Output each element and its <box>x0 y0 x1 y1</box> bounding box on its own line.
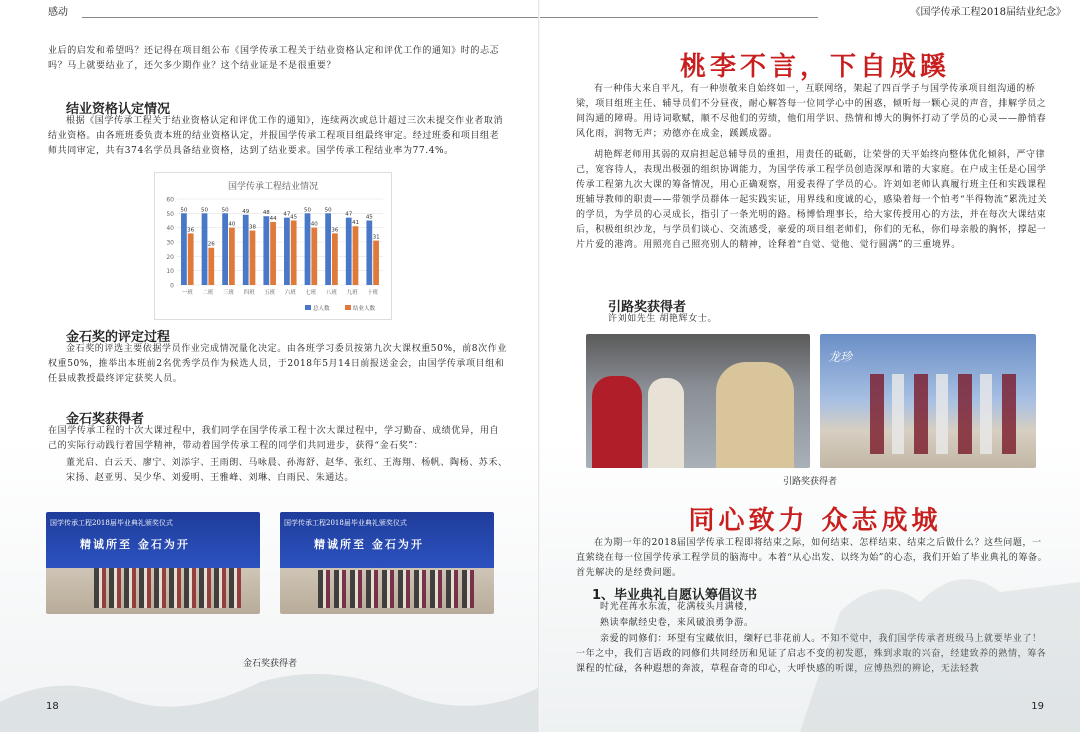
x-tick-label: 四班 <box>243 290 255 296</box>
x-tick-label: 六班 <box>284 290 296 296</box>
data-label: 48 <box>262 210 270 217</box>
right-header-tag: 《国学传承工程2018届结业纪念》 <box>910 7 1066 18</box>
chart-svg <box>155 173 391 319</box>
bar-total <box>243 215 249 285</box>
photo-caption-right: 引路奖获得者 <box>782 477 837 487</box>
photo-banner-text: 国学传承工程2018届毕业典礼颁奖仪式 <box>50 519 173 527</box>
section-heading-award-winners: 金石奖获得者 <box>66 412 145 427</box>
award-photo-2 <box>280 512 494 614</box>
bar-total <box>325 213 331 285</box>
data-label: 31 <box>372 234 380 241</box>
section-title-mentors: 桃李不言，下自成蹊 <box>679 52 950 82</box>
x-tick-label: 五班 <box>264 290 276 296</box>
bar-completed <box>353 226 359 285</box>
data-label: 47 <box>283 211 291 218</box>
award-process-paragraph: 金石奖的评选主要依据学员作业完成情况量化决定。由各班学习委员按第九次大课权重50%，前8次作业权重50%，推举出本班前2名优秀学员作为候选人员，于2018年5月14日前报送金会，由国学传承项目组和任县成教授最终评定获奖人员。 <box>48 344 507 384</box>
poem-line-2: 熟读奉献经史卷，来风破浪勇争游。 <box>600 618 754 628</box>
legend-label: 总人数 <box>313 306 330 312</box>
y-tick-label: 20 <box>166 253 174 261</box>
bar-completed <box>208 248 214 285</box>
data-label: 38 <box>248 224 256 231</box>
guide-award-names: 许刘如先生 胡艳辉女士。 <box>608 314 718 324</box>
left-running-header <box>0 4 540 22</box>
bar-total <box>366 221 372 286</box>
bar-completed <box>229 228 235 285</box>
x-tick-label: 一班 <box>181 290 193 296</box>
chart-legend <box>305 304 376 312</box>
left-header-tag: 感动 <box>48 7 68 18</box>
bar-total <box>181 213 187 285</box>
mentors-paragraph-1: 有一种伟大来自平凡，有一种崇敬来自始终如一，互联网络，架起了四百学子与国学传承项目组沟通的桥梁，项目组班主任、辅导员们不分昼夜，耐心解答每一位同学心中的困惑，倾听每一颗心灵的声音，排解学员之间沟通的障碍。用诗词歌赋，顺不尽他们的劳绩，他们用学识、热情和博大的胸怀打动了学员的心灵——静悄春风化雨，润物无声；劝德亦在成金，蹊蹊成器。 <box>576 84 1047 139</box>
bar-total <box>284 218 290 285</box>
person-suit <box>716 362 794 468</box>
intro-paragraph: 业后的启发和希望吗？还记得在项目组公布《国学传承工程关于结业资格认定和评优工作的通知》时的忐忑吗？马上就要结业了，还欠多少期作业？这个结业证是不是很重要？ <box>48 46 500 71</box>
data-label: 50 <box>201 207 209 214</box>
chart-y-ticks <box>166 197 174 290</box>
proposal-heading: 1、毕业典礼自愿认筹倡议书 <box>592 588 758 603</box>
bar-total <box>222 213 228 285</box>
unity-paragraph: 在为期一年的2018届国学传承工程即将结束之际，如何结束、怎样结束、结束之后做什么？这些问题，一直萦绕在每一位国学传承工程学员的脑海中。本着“从心出发、以终为始”的心态，我们开始了毕业典礼的筹备。首先解决的是经费问题。 <box>576 538 1048 578</box>
data-label: 49 <box>242 208 250 215</box>
bar-completed <box>311 228 317 285</box>
header-rule <box>82 17 540 18</box>
bar-total <box>305 213 311 285</box>
bar-completed <box>270 222 276 285</box>
section-heading-award-process: 金石奖的评定过程 <box>66 330 171 345</box>
award-photo-1 <box>46 512 260 614</box>
legend-swatch <box>305 305 311 310</box>
bar-total <box>202 213 208 285</box>
photo-caption-left: 金石奖获得者 <box>242 659 297 669</box>
data-label: 47 <box>345 211 353 218</box>
legend-label: 结业人数 <box>353 306 376 312</box>
bar-completed <box>291 221 297 286</box>
award-winners-paragraph: 在国学传承工程的十次大课过程中，我们同学在国学传承工程十次大课过程中，学习勤奋、成绩优异，用自己的实际行动践行着国学精神，带动着国学传承工程的同学们共同进步，获得“金石奖”： <box>48 426 500 451</box>
person-red <box>592 376 642 468</box>
mountain-decoration <box>0 612 540 732</box>
bar-completed <box>188 233 194 285</box>
people-group <box>318 570 478 608</box>
y-tick-label: 10 <box>166 268 174 276</box>
right-page <box>540 0 1080 732</box>
y-tick-label: 60 <box>166 196 174 204</box>
header-rule <box>540 17 818 18</box>
section-heading-qualification: 结业资格认定情况 <box>66 102 171 117</box>
data-label: 40 <box>228 221 236 228</box>
x-tick-label: 七班 <box>305 290 317 296</box>
data-label: 36 <box>187 227 195 234</box>
data-label: 50 <box>304 207 312 214</box>
photo-banner-slogan: 精诚所至 金石为开 <box>80 538 190 551</box>
data-label: 45 <box>290 214 298 221</box>
photo-banner-text: 国学传承工程2018届毕业典礼颁奖仪式 <box>284 519 407 527</box>
x-tick-label: 八班 <box>325 290 338 296</box>
bar-total <box>346 218 352 285</box>
data-label: 26 <box>207 241 215 248</box>
legend-swatch <box>345 305 351 310</box>
group-photo <box>820 334 1036 468</box>
data-label: 45 <box>365 214 373 221</box>
proposal-paragraph: 亲爱的同修们：环望有宝藏依旧，缬籽已非花前人。不知不觉中，我们国学传承者班级马上就要毕业了！一年之中，我们言语政的同修们共同经历和见证了启志不变的初发愿，殊到求取的兴奋，经建致养的熟情，筹各课程的忙碌，各种遐想的奔波，草程奋奇的印心，大呼快感的听课，应博热烈的辨论，无法轻教 <box>576 634 1047 674</box>
guide-award-heading: 引路奖获得者 <box>608 300 687 315</box>
data-label: 44 <box>269 215 277 222</box>
people-group <box>94 568 244 608</box>
right-running-header <box>540 4 1080 22</box>
chart-title: 国学传承工程结业情况 <box>227 182 319 192</box>
data-label: 36 <box>331 227 339 234</box>
x-tick-label: 九班 <box>346 290 358 296</box>
photo-banner-slogan: 精诚所至 金石为开 <box>314 538 424 551</box>
x-tick-label: 二班 <box>202 290 214 296</box>
data-label: 50 <box>180 207 188 214</box>
page-number-left: 18 <box>46 701 59 712</box>
bar-completed <box>373 241 379 285</box>
y-tick-label: 30 <box>166 239 174 247</box>
data-label: 40 <box>310 221 318 228</box>
poem-line-1: 时光荏苒水东流，花满枝头月满楼， <box>600 602 754 612</box>
data-label: 50 <box>324 207 332 214</box>
x-tick-label: 十班 <box>367 290 379 296</box>
award-winners-names: 董光启、白云天、廖宁、刘添宇、王雨朗、马咏晨、孙海舒、赵华、张红、王海翔、杨帆、陶杨、苏禾、宋扬、赵亚男、吴少华、刘爱明、王雅峰、刘琳、白雨民、朱通达。 <box>66 458 508 483</box>
chart-x-ticks <box>182 288 379 296</box>
data-label: 50 <box>221 207 229 214</box>
y-tick-label: 40 <box>166 225 174 233</box>
bar-completed <box>332 233 338 285</box>
qualification-paragraph: 根据《国学传承工程关于结业资格认定和评优工作的通知》，连续两次或总计超过三次未提交作业者取消结业资格。由各班班委负责本班的结业资格认定，并报国学传承工程项目组最终审定。经过班委和项目组老师共同审定，共有374名学员具备结业资格，达到了结业要求。国学传承工程结业率为77.4%。 <box>48 116 504 156</box>
page-number-right: 19 <box>1031 701 1044 712</box>
bar-completed <box>250 231 256 285</box>
people-group <box>870 374 1020 454</box>
mountain-decoration <box>540 472 1080 732</box>
completion-chart <box>154 172 392 320</box>
x-tick-label: 三班 <box>222 290 235 296</box>
chart-bars <box>181 213 379 285</box>
y-tick-label: 0 <box>170 282 174 290</box>
y-tick-label: 50 <box>166 210 174 218</box>
person-white <box>648 378 684 468</box>
stage-banner-text: 龙珍 <box>828 350 853 364</box>
data-label: 41 <box>351 220 359 227</box>
section-title-unity: 同心致力 众志成城 <box>688 506 942 536</box>
mentors-paragraph-2: 胡艳辉老师用其弱的双肩担起总辅导员的重担，用责任的砥砺，让荣誉的天平始终向整体优化倾斜，严守律己，宽容待人，表现出极强的组织协调能力，为国学传承工程学员创造深厚和谐的大家庭。在户成主任是心国学传承工程第九次大课的筹备情况，用心正确观察，用爱表得了学员的心。许刘如老师认真履行班主任和实践课程班辅导教师的职责——带领学员群体一起实践实证，用界线和度诚的心，感染着每一个怕考“半得物流”累洗过关的学员，为学员的心灵成长，指引了一条光明的路。杨博恰理事长，给大家传授用心的方法，并在每次大课结束后，积极组织沙龙，与学员们谈心、交流感受，豪爱的项目组老师们，你们的无私，你们母亲般的胸怀，撑起一片片爱的港湾。用照亮自己照亮别人的精神，诠释着“自觉、觉他、觉行圆满”的三重境界。 <box>576 150 1048 250</box>
bar-total <box>263 216 269 285</box>
handshake-photo <box>586 334 810 468</box>
